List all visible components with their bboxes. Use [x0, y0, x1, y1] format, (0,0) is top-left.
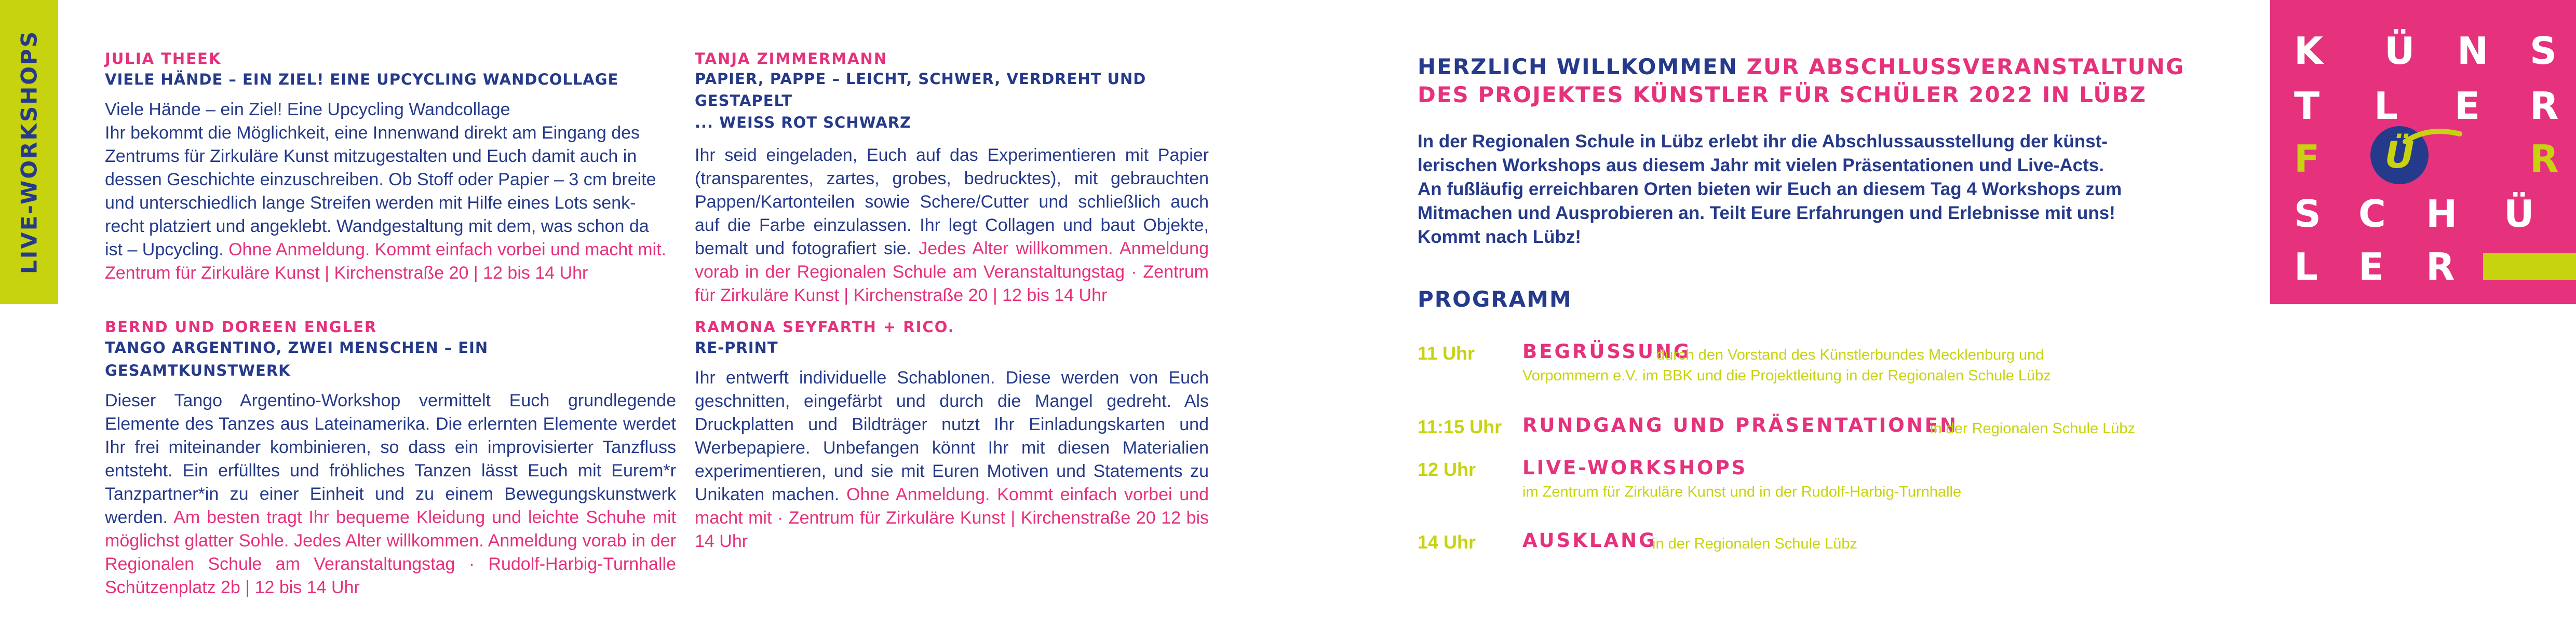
- workshop-engler: [105, 318, 676, 599]
- welcome-heading: [1418, 53, 2196, 109]
- workshop-title: PAPIER, PAPPE – LEICHT, SCHWER, VERDREHT UND GESTAPELT: [695, 70, 1147, 109]
- logo-bar: [2483, 253, 2576, 280]
- body-line: dessen Geschichte einzuschreiben. Ob Stoff oder Papier – 3 cm breite: [105, 170, 656, 189]
- workshop-artist: RAMONA SEYFARTH + RICO.: [695, 318, 955, 336]
- welcome-heading-pink: ZUR ABSCHLUSSVERANSTALTUNG: [1746, 54, 2185, 79]
- program-item-desc: in der Regionalen Schule Lübz: [1930, 420, 2135, 437]
- workshop-title: RE-PRINT: [695, 339, 778, 357]
- workshop-info: Am besten tragt Ihr bequeme Kleidung und leichte Schuhe mit möglichst glatter Sohle. Jedes Alter willkommen. Anmeldung vorab in der Regionalen Schule am Veranstaltungstag · Rudolf-Harbig-Turnhalle: [105, 508, 676, 574]
- workshop-description: [105, 98, 676, 285]
- program-item-title: RUNDGANG UND PRÄSENTATIONEN: [1522, 414, 1958, 436]
- program-item-desc: Vorpommern e.V. im BBK und die Projektleitung in der Regionalen Schule Lübz: [1522, 367, 2051, 384]
- workshop-title: TANGO ARGENTINO, ZWEI MENSCHEN – EIN GESAMTKUNSTWERK: [105, 339, 489, 379]
- logo-letter: L: [2374, 84, 2398, 128]
- workshop-subtitle: ... WEISS ROT SCHWARZ: [695, 114, 912, 131]
- workshop-title: VIELE HÄNDE – EIN ZIEL! EINE UPCYCLING WANDCOLLAGE: [105, 71, 619, 88]
- body-text: Ihr seid eingeladen, Euch auf das Experimentieren mit Papier (transparentes, zartes, grobes, bedrucktes), mit gebrauchten Pappen/Kartonteilen sowie Schere/Cutter und schließlich auch auf die Farbe einzulassen. Ihr legt Collagen und baut Objekte, bemalt und fotografiert sie.: [695, 145, 1209, 258]
- workshop-info-tail: Schützenplatz 2b | 12 bis 14 Uhr: [105, 578, 360, 597]
- welcome-line: An fußläufig erreichbaren Orten bieten wir Euch an diesem Tag 4 Workshops zum: [1418, 179, 2122, 199]
- logo-swoosh-icon: [2403, 124, 2465, 155]
- body-line: recht platziert und angeklebt. Wandgestaltung mit dem, was schon da: [105, 216, 649, 236]
- workshop-seyfarth: [695, 318, 1209, 553]
- kuenstler-fuer-schueler-logo: [2270, 0, 2576, 304]
- program-item-title: LIVE-WORKSHOPS: [1522, 457, 1748, 479]
- program-item-title: BEGRÜSSUNG: [1522, 340, 1692, 363]
- welcome-line: lerischen Workshops aus diesem Jahr mit vielen Präsentationen und Live-Acts.: [1418, 155, 2104, 175]
- logo-letter: Ü: [2384, 29, 2415, 73]
- body-line: ist – Upcycling.: [105, 240, 224, 259]
- workshop-artist: JULIA THEEK: [105, 50, 222, 67]
- program-time: 14 Uhr: [1418, 531, 1476, 553]
- body-line: und unterschiedlich lange Streifen werden mit Hilfe eines Lots senk-: [105, 193, 636, 213]
- logo-letter: R: [2530, 137, 2559, 181]
- welcome-text: [1418, 130, 2145, 249]
- workshop-description: [105, 389, 676, 599]
- logo-letter: E: [2454, 84, 2480, 128]
- body-line: Zentrums für Zirkuläre Kunst mitzugestalten und Euch damit auch in: [105, 146, 637, 166]
- welcome-line: Mitmachen und Ausprobieren an. Teilt Eure Erfahrungen und Erlebnisse mit uns!: [1418, 203, 2115, 223]
- logo-letter: T: [2294, 84, 2320, 128]
- workshop-julia-theek: [105, 49, 676, 285]
- welcome-line: In der Regionalen Schule in Lübz erlebt ihr die Abschlussausstellung der künst-: [1418, 131, 2108, 152]
- logo-letter-u: Ü: [2384, 134, 2415, 176]
- body-text: Dieser Tango Argentino-Workshop vermittelt Euch grundlegende Elemente des Tanzes aus Lateinamerika. Die erlernten Elemente werdet Ihr frei miteinander kombinieren, so dass ein improvisierter Tanzfluss entsteht. Ein erfülltes und fröhliches Tanzen lässt Euch mit Eurem*r Tanzpartner*in zu einer Einheit und zu einem Bewegungskunstwerk werden.: [105, 391, 676, 527]
- workshop-artist: BERND UND DOREEN ENGLER: [105, 318, 377, 336]
- program-item-desc: im Zentrum für Zirkuläre Kunst und in der Rudolf-Harbig-Turnhalle: [1522, 484, 1962, 500]
- program-time: 11:15 Uhr: [1418, 416, 1502, 437]
- program-time: 12 Uhr: [1418, 459, 1476, 480]
- program-item-desc: in der Regionalen Schule Lübz: [1652, 536, 1857, 552]
- workshop-info: Ohne Anmeldung. Kommt einfach vorbei und macht mit · Zentrum für Zirkuläre Kunst | Kirchenstraße 20 12 bis 14 Uhr: [695, 485, 1209, 551]
- program-item-title: AUSKLANG: [1522, 529, 1657, 552]
- welcome-heading-blue: HERZLICH WILLKOMMEN: [1418, 54, 1738, 79]
- logo-letter: E: [2358, 245, 2384, 289]
- logo-letter: R: [2426, 245, 2455, 289]
- program-item-desc: durch den Vorstand des Künstlerbundes Mecklenburg und: [1656, 347, 2044, 363]
- logo-letter: F: [2294, 137, 2320, 181]
- welcome-line: Kommt nach Lübz!: [1418, 227, 1581, 247]
- logo-letter: K: [2294, 29, 2323, 73]
- logo-letter: R: [2530, 84, 2559, 128]
- workshop-description: [695, 144, 1209, 307]
- logo-letter: S: [2294, 192, 2321, 236]
- welcome-heading-pink-2: DES PROJEKTES KÜNSTLER FÜR SCHÜLER 2022 IN LÜBZ: [1418, 82, 2147, 107]
- logo-letter: N: [2457, 29, 2489, 73]
- body-line: Viele Hände – ein Ziel! Eine Upcycling Wandcollage: [105, 100, 510, 119]
- logo-letter: C: [2358, 192, 2386, 236]
- body-line: Ihr bekommt die Möglichkeit, eine Innenwand direkt am Eingang des: [105, 123, 640, 143]
- body-text: Ihr entwerft individuelle Schablonen. Diese werden von Euch geschnitten, eingefärbt und durch die Mangel gedreht. Als Druckplatten und Bildträger nutzt Ihr Einladungskarten und Werbepapiere. Unbefangen könnt Ihr mit diesen Materialien experimentieren, und sie mit Euren Motiven und Statements zu Unikaten machen.: [695, 368, 1209, 504]
- workshop-info: Jedes Alter willkommen. Anmeldung vorab in der Regionalen Schule am Veranstaltungstag · Zentrum für Zirkuläre Kunst | Kirchenstraße 20 | 12 bis 14 Uhr: [695, 239, 1209, 305]
- logo-letter: Ü: [2504, 192, 2534, 236]
- workshop-artist: TANJA ZIMMERMANN: [695, 50, 888, 67]
- workshop-zimmermann: [695, 49, 1209, 307]
- logo-letter: L: [2294, 245, 2318, 289]
- side-label: LIVE-WORKSHOPS: [16, 30, 42, 275]
- workshop-description: [695, 366, 1209, 553]
- program-time: 11 Uhr: [1418, 342, 1475, 364]
- workshop-info: Ohne Anmeldung. Kommt einfach vorbei und macht mit. Zentrum für Zirkuläre Kunst | Kirchenstraße 20 | 12 bis 14 Uhr: [105, 240, 666, 283]
- program-title: PROGRAMM: [1418, 286, 1572, 312]
- logo-letter: S: [2530, 29, 2557, 73]
- logo-letter: H: [2426, 192, 2458, 236]
